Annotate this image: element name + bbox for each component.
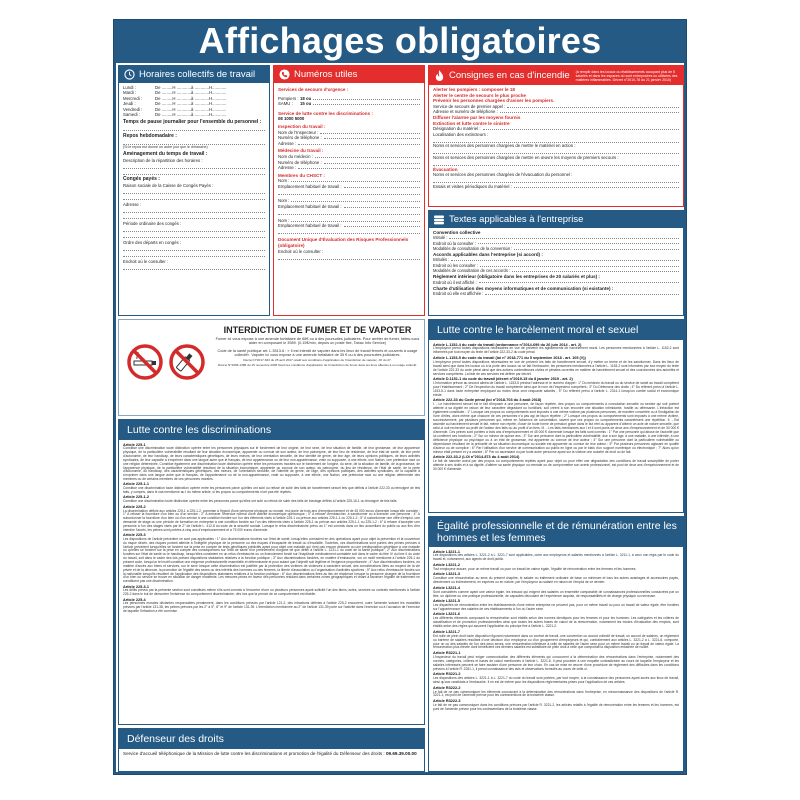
article bbox=[123, 444, 420, 482]
article-text: L'employeur prend toutes dispositions nécessaires en vue de prévenir les faits de harcèlement sexuel, d'y mettre un terme et de les sanctionner. Dans les lieux de travail ainsi que dans les locaux où à la porte des locaux où se fait l'embauche, les personnes mentionnées à l'article L. 1153-2 sont informées par tout moyen du texte de l'article 222-33 du code pénal ainsi que des actions contentieuses civiles et pénales ouvertes en matière de harcèlement sexuel et des coordonnées des autorités et services compétents. La liste de ces services est définie par décret. bbox=[433, 359, 679, 376]
extinction: Extinction et lutte contre le sinistre bbox=[433, 120, 510, 126]
article-heading: Article R3221-1 bbox=[433, 650, 461, 655]
noms-secours-field[interactable] bbox=[433, 161, 679, 167]
accords-label: Accords applicables dans l'entreprise (si accord) : bbox=[433, 252, 543, 258]
chsct-nom-label: Nom : bbox=[278, 198, 290, 203]
article bbox=[433, 456, 679, 472]
discriminations-title: Lutte contre les discriminations bbox=[127, 424, 272, 436]
noms-evac-field[interactable] bbox=[433, 178, 679, 184]
medecine-adresse-label: Adresse : bbox=[278, 165, 297, 171]
medecine-adresse-field[interactable] bbox=[298, 165, 420, 169]
article bbox=[433, 700, 679, 712]
article-heading: Article L3221-3 bbox=[433, 572, 461, 577]
article-text: Les dispositions des articles L. 3221-2 à L. 3221-7 sont applicables, outre aux employeurs et salariés mentionnés à l'article L. 3211-1, à ceux non régis par le code du travail et, notamment, aux agents de droit public. bbox=[433, 553, 679, 562]
prevenir-personnes: Prévenir les personnes chargées d'aviser les pompiers. bbox=[433, 98, 555, 104]
periode-label: Période ordinaire des congés : bbox=[123, 220, 182, 226]
article-text: Sont considérés comme ayant une valeur égale, les travaux qui exigent des salariés un ensemble comparable de connaissances professionnelles consacrées par un titre, un diplôme ou une pratique professionnelle, de capacités découlant de l'expérience acquise, de responsabilités et de charge physique ou nerveuse. bbox=[433, 589, 679, 598]
medecine-tel-field[interactable] bbox=[324, 160, 420, 164]
day-label: Mercredi : bbox=[123, 95, 143, 101]
ordre-field-1[interactable] bbox=[123, 246, 265, 252]
article bbox=[123, 534, 420, 584]
article bbox=[123, 586, 420, 598]
day-hours-field[interactable]: De .........H ............à ............H............ bbox=[155, 106, 227, 112]
fumer-title: INTERDICTION DE FUMER ET DE VAPOTER bbox=[223, 325, 412, 335]
article-heading: Article 222-33-2 (LOI n°2014-873 du 4 août 2014) bbox=[433, 455, 520, 460]
alerter-pompiers: Alerter les pompiers : composer le 18 bbox=[433, 87, 515, 92]
article bbox=[433, 357, 679, 377]
inspecteur-label: Nom de l'Inspecteur : bbox=[278, 129, 319, 135]
article-text: Est nulle de plein droit toute disposition figurant notamment dans un contrat de travail, une convention ou accord collectif de travail, un accord de salaires, un règlement ou barème de salaires résultant d'une décision d'un employeur ou d'un groupement d'employeurs et qui, contrairement aux articles L. 3221-2 à L. 3221-6, comporte, pour un ou des salariés de l'un des deux sexes, une rémunération inférieure à celle de salariés de l'autre sexe pour un même travail ou un travail de valeur égale. La rémunération plus élevée dont bénéficient ces derniers salariés est substituée de plein droit à celle que comportait la disposition entachée de nullité. bbox=[433, 633, 679, 650]
charte-endroit-label: Endroit où elle est affichée : bbox=[433, 291, 484, 297]
article bbox=[433, 687, 679, 699]
textes-section bbox=[428, 210, 684, 316]
inspecteur-field[interactable] bbox=[320, 130, 420, 134]
day-hours-field[interactable]: De .........H ............à ............H............ bbox=[155, 112, 227, 118]
article-heading: Article L3221-2 bbox=[433, 562, 461, 567]
reglement-endroit-field[interactable] bbox=[479, 280, 679, 284]
poster bbox=[113, 19, 687, 775]
fumer-text bbox=[215, 320, 420, 368]
chsct-extra-field[interactable] bbox=[278, 229, 420, 235]
adresse-field-1[interactable] bbox=[123, 207, 265, 213]
harcelement-title: Lutte contre le harcèlement moral et sexuel bbox=[437, 324, 639, 336]
localisation-label: Localisation des extincteurs : bbox=[433, 131, 489, 137]
caisse-label: Raison sociale de la Caisse de Congés Payés : bbox=[123, 182, 214, 188]
inspection-adresse-label: Adresse : bbox=[278, 140, 297, 146]
amenagement-field-1[interactable] bbox=[123, 163, 265, 169]
article-text: Les délits prévus par la présente section sont constitués même s'ils sont commis à l'encontre d'une ou plusieurs personnes ayant sollicité l'un des biens, actes, services ou contrats mentionnés à l'article 225-2 dans le but de démontrer l'existence du comportement discriminatoire, dès lors que la preuve de ce comportement est établie. bbox=[123, 588, 420, 597]
harcelement-articles bbox=[429, 340, 683, 474]
convention-label: Convention collective bbox=[433, 230, 481, 235]
chsct-emplacement-field[interactable] bbox=[344, 204, 420, 208]
medecin-label: Nom du médecin : bbox=[278, 153, 313, 159]
localisation-field[interactable] bbox=[433, 137, 679, 143]
fumer-paragraph-2: Code de la santé publique art. L.3513-6 : « Il est interdit de vapoter dans les lieux de travail fermés et couverts à usage collectif». Vapoter ici vous expose à une amende forfaitaire de 35 € ou à des poursuites judiciaires. bbox=[217, 348, 418, 357]
article-text: Les dispositions des articles L. 3221-1 à L. 3221-7 du code du travail sont portées, par tout moyen, à la connaissance des personnes ayant accès aux lieux de travail, ainsi qu'aux candidats à l'embauche. Il en est de même pour les dispositions réglementaires prises pour l'application de ces articles. bbox=[433, 676, 679, 685]
day-label: Samedi : bbox=[123, 112, 140, 118]
day-label: Lundi : bbox=[123, 85, 136, 90]
reglement-label: Règlement intérieur (obligatoire dans les entreprises de 20 salariés et plus) : bbox=[433, 274, 600, 280]
article-text: L'information prévue au second alinéa de l'article L. 1153-5 précise l'adresse et le numéro d'appel : 1° Du médecin du travail ou du service de santé au travail compétent pour l'établissement ; 2° De l'inspection du travail compétente ainsi que le nom de l'inspecteur compétent ; 3° Du Défenseur des droits ; 4° Du référent prévu à l'article L. 1153-5-1 dans toute entreprise employant au moins deux cent cinquante salariés ; 5° Du référent prévu à l'article L. 2314-1 lorsqu'un comité social et économique existe. bbox=[433, 381, 679, 397]
repos-label: Repos hebdomadaire : bbox=[123, 132, 177, 139]
article-text: Tout employeur assure, pour un même travail ou pour un travail de valeur égale, l'égalité de rémunération entre les femmes et les hommes. bbox=[433, 566, 637, 571]
days-list bbox=[123, 85, 265, 117]
intitule-field[interactable] bbox=[449, 235, 679, 239]
article-text: I. - Le harcèlement sexuel est le fait d'imposer à une personne, de façon répétée, des propos ou comportements à connotation sexuelle ou sexiste qui soit portent atteinte à sa dignité en raison de leur caractère dégradant ou humiliant, soit créent à son encontre une situation intimidante, hostile ou offensante. L'infraction est également constituée : 1° Lorsque ces propos ou comportements sont imposés à une même victime par plusieurs personnes, de manière concertée ou à l'instigation de l'une d'elles, alors même que chacune de ces personnes n'a pas agi de façon répétée ; 2° Lorsque ces propos ou comportements sont imposés à une même victime, successivement, par plusieurs personnes qui, même en l'absence de concertation, savent que ces propos ou comportements caractérisent une répétition. II. - Est assimilé au harcèlement sexuel le fait, même non répété, d'user de toute forme de pression grave dans le but réel ou apparent d'obtenir un acte de nature sexuelle, que celui-ci soit recherché au profit de l'auteur des faits ou au profit d'un tiers. III. - Les faits mentionnés aux I et II sont punis de deux ans d'emprisonnement et de 30 000 € d'amende. Ces peines sont portées à trois ans d'emprisonnement et 45 000 € d'amende lorsque les faits sont commis : 1° Par une personne qui abuse de l'autorité que lui confèrent ses fonctions ; 2° Sur un mineur de quinze ans ; 3° Sur une personne dont la particulière vulnérabilité, due à son âge, à une maladie, à une infirmité, à une déficience physique ou psychique ou à un état de grossesse, est apparente ou connue de leur auteur ; 4° Sur une personne dont la particulière vulnérabilité ou dépendance résultant de la précarité de sa situation économique ou sociale est apparente ou connue de leur auteur ; 5° Par plusieurs personnes agissant en qualité d'auteur ou de complice ; 6° Par l'utilisation d'un service de communication au public en ligne ou par le biais d'un support numérique ou électronique ; 7° Alors qu'un mineur était présent et y a assisté ; 8° Par un ascendant ou par toute autre personne ayant sur la victime une autorité de droit ou de fait. bbox=[433, 402, 679, 454]
modalites-conv-label: Modalités de consultation de la convention : bbox=[433, 245, 513, 251]
egalite-header bbox=[429, 517, 683, 547]
article bbox=[123, 496, 420, 504]
day-label: Mardi : bbox=[123, 90, 137, 96]
inspection-adresse-field[interactable] bbox=[298, 141, 420, 145]
article bbox=[433, 399, 679, 454]
duerp-label: Document Unique d'Évaluation des Risques Professionnels (obligatoire) bbox=[278, 237, 409, 248]
discri-label: Service de lutte contre les discriminations : bbox=[278, 110, 373, 116]
incendie-note: (à remplir dans les locaux ou établissements occupant plus de 5 salariés et dans les espaces où sont entreposées ou utilisées des matières inflammables. Décret n°2010-78 du 21 janvier 2010) bbox=[575, 69, 678, 82]
chsct-label: Membres du CHSCT : bbox=[278, 172, 325, 178]
conv-endroit-field[interactable] bbox=[478, 241, 679, 245]
intitule-label: Intitulé : bbox=[433, 235, 448, 241]
defenseur-title: Défenseur des droits bbox=[127, 733, 224, 745]
pompiers-number: 18 ou bbox=[300, 95, 312, 101]
article-text: L'inspecteur du travail peut exiger communication des différents éléments qui concourent à la détermination des rémunérations dans l'entreprise, notamment des normes, catégories, critères et bases de calcul mentionnés à l'article L. 3221-6. Il peut procéder à une enquête contradictoire au cours de laquelle l'employeur et les salariés intéressés peuvent se faire assister d'une personne de leur choix. En cas de mise en œuvre d'une procédure de règlement des difficultés dans les conditions prévues à l'article R. 2261-1, il prend connaissance des avis et observations formulés au cours de celle-ci. bbox=[433, 654, 679, 671]
periode-field-2[interactable] bbox=[123, 232, 265, 238]
article bbox=[123, 483, 420, 495]
pause-field[interactable] bbox=[123, 126, 265, 132]
day-hours-field[interactable]: De .........H ............à ............H............ bbox=[155, 85, 227, 90]
adresse-label: Adresse : bbox=[123, 201, 142, 207]
article-text: Constitue une rémunération au sens du présent chapitre, le salaire ou traitement ordinaire de base ou minimum et tous les autres avantages et accessoires payés, directement ou indirectement, en espèces ou en nature, par l'employeur au salarié en raison de l'emploi de ce dernier. bbox=[433, 576, 679, 585]
noms-materiel-field[interactable] bbox=[433, 149, 679, 155]
ordre-field-2[interactable] bbox=[123, 252, 265, 258]
medecine-label: Médecine du travail : bbox=[278, 148, 324, 154]
numeros-section bbox=[273, 65, 425, 316]
clock-icon bbox=[123, 69, 135, 81]
article bbox=[123, 599, 420, 614]
article-text: Les disparités de rémunération entre les établissements d'une même entreprise ne peuvent pas, pour un même travail ou pour un travail de valeur égale, être fondées sur l'appartenance des salariés de ces établissements à l'un ou l'autre sexe. bbox=[433, 602, 679, 611]
designation-field[interactable] bbox=[483, 126, 679, 130]
essais-label: Essais et visites périodiques du matériel : bbox=[433, 184, 512, 190]
noms-secours-label: Noms et services des personnes chargées de mettre en œuvre les moyens de premiers secours : bbox=[433, 154, 619, 160]
article-heading: Article 225-1-2 bbox=[123, 495, 149, 500]
endroit-label: Endroit où le consulter : bbox=[123, 259, 169, 265]
article-heading: Article 225-1-1 bbox=[123, 482, 149, 487]
medecin-field[interactable] bbox=[315, 154, 420, 158]
medecine-tel-label: Numéro de téléphone : bbox=[278, 159, 322, 165]
modalites-conv-field[interactable] bbox=[514, 246, 679, 250]
horaires-header bbox=[119, 66, 269, 83]
noms-evac-label: Noms et services des personnes chargées de l'évacuation du personnel : bbox=[433, 172, 573, 178]
chsct-member bbox=[278, 218, 420, 235]
day-hours-field[interactable]: De .........H ............à ............H............ bbox=[155, 95, 227, 101]
article-heading: Article R3221-2 bbox=[433, 672, 461, 677]
article-heading: Article L3221-6 bbox=[433, 612, 461, 617]
numeros-title: Numéros utiles bbox=[294, 69, 358, 80]
article-heading: Article L.1152-4 du code du travail (ordonnance n°2014-699 du 26 juin 2014 - art. 2) bbox=[433, 342, 582, 347]
day-hours-field[interactable]: De .........H ............à ............H............ bbox=[155, 90, 227, 96]
article-text: Constitue une discrimination toute distinction opérée entre les personnes physiques sur le fondement de leur origine, de leur sexe, de leur situation de famille, de leur grossesse, de leur apparence physique, de la particulière vulnérabilité résultant de leur situation économique, apparente ou connue de son auteur, de leur patronyme, de leur lieu de résidence, de leur état de santé, de leur perte d'autonomie, de leur handicap, de leurs caractéristiques génétiques, de leurs mœurs, de leur orientation sexuelle, de leur identité de genre, de leur âge, de leurs opinions politiques, de leurs activités syndicales, de leur capacité à s'exprimer dans une langue autre que le français, de leur appartenance ou de leur non-appartenance, vraie ou supposée, à une ethnie, une Nation, une prétendue race ou une religion déterminée. Constitue également une discrimination toute distinction opérée entre les personnes morales sur le fondement de l'origine, du sexe, de la situation de famille, de la grossesse, de l'apparence physique, de la particulière vulnérabilité résultant de la situation économique, apparente ou connue de son auteur, du patronyme, du lieu de résidence, de l'état de santé, de la perte d'autonomie, du handicap, des caractéristiques génétiques, des mœurs, de l'orientation sexuelle, de l'identité de genre, de l'âge, des opinions politiques, des activités syndicales, de la capacité à s'exprimer dans une langue autre que le français, de l'appartenance ou de la non-appartenance, vraie ou supposée, à une ethnie, une Nation, une prétendue race ou une religion déterminée des membres ou de certains membres de ces personnes morales. bbox=[123, 446, 420, 482]
caisse-field-1[interactable] bbox=[123, 188, 265, 194]
fumer-section bbox=[118, 319, 425, 416]
charte-label: Charte d'utilisation des moyens informatiques et de communication (si existante) : bbox=[433, 285, 614, 291]
essais-field[interactable] bbox=[514, 184, 679, 188]
chsct-nom-field[interactable] bbox=[291, 218, 420, 222]
article bbox=[433, 573, 679, 585]
article bbox=[433, 600, 679, 612]
pompiers-label: Pompiers : bbox=[278, 95, 299, 101]
defenseur-header bbox=[119, 729, 424, 749]
poster-content bbox=[116, 63, 684, 772]
alerter-centre: Alerter le centre de secours le plus proche bbox=[433, 92, 526, 98]
article-heading: Article 225-1 bbox=[123, 442, 146, 447]
defenseur-text: Service d'accueil téléphonique de la Mission de lutte contre les discriminations et promotion de l'égalité du Défenseur des droits : bbox=[123, 751, 385, 756]
article-text: Le fait de ne pas communiquer les éléments concourant à la détermination des rémunérations dans l'entreprise, en méconnaissance des dispositions de l'article R. 3221-1, est puni de l'amende prévue pour les contraventions de la troisième classe. bbox=[433, 689, 679, 698]
incendie-header bbox=[429, 66, 683, 85]
article-text: La discrimination définie aux articles 225-1 à 225-1-2, commise à l'égard d'une personne physique ou morale, est punie de trois ans d'emprisonnement et de 45 000 euros d'amende lorsqu'elle consiste : 1° A refuser la fourniture d'un bien ou d'un service ; 2° A entraver l'exercice normal d'une activité économique quelconque ; 3° A refuser d'embaucher, à sanctionner ou à licencier une personne ; 4° A subordonner la fourniture d'un bien ou d'un service à une condition fondée sur l'un des éléments visés à l'article 225-1 ou prévue aux articles 225-1-1 ou 225-1-2 ; 5° A subordonner une offre d'emploi, une demande de stage ou une période de formation en entreprise à une condition fondée sur l'un des éléments visés à l'article 225-1 ou prévue aux articles 225-1-1 ou 225-1-2 ; 6° A refuser d'accepter une personne à l'un des stages visés par le 2° de l'article L. 412-8 du code de la sécurité sociale. Lorsque le refus discriminatoire prévu au 1° est commis dans un lieu accueillant du public ou aux fins d'en interdire l'accès, les peines sont portées à cinq ans d'emprisonnement et à 75 000 euros d'amende. bbox=[123, 508, 420, 532]
chsct-nom-field[interactable] bbox=[291, 198, 420, 202]
article-heading: Article L3221-1 bbox=[433, 549, 461, 554]
defenseur-phone: 09.69.39.00.00 bbox=[385, 751, 417, 756]
horaires-title: Horaires collectifs de travail bbox=[139, 69, 256, 80]
article-text: L'employeur prend toutes dispositions nécessaires en vue de prévenir les agissements de harcèlement moral. Les personnes mentionnées à l'article L. 1152-2 sont informées par tout moyen du texte de l'article 222-33-2 du code pénal. bbox=[433, 346, 679, 355]
discriminations-header bbox=[119, 420, 424, 440]
article-heading: Article 222-33 du Code pénal (loi n°2018-703 du 3 août 2018) bbox=[433, 398, 542, 403]
conges-label: Congés payés : bbox=[123, 176, 160, 183]
article-text: Constitue une discrimination toute distinction opérée entre les personnes parce qu'elles ont subi ou refusé de subir des faits de harcèlement sexuel tels que définis à l'article 222-33 ou témoigné de tels faits, y compris, dans le cas mentionné au I du même article, si les propos ou comportements n'ont pas été répétés. bbox=[123, 486, 420, 495]
adresse-tel-field[interactable] bbox=[500, 109, 679, 113]
fumer-paragraph-1: Fumer ici vous expose à une amende forfaitaire de 68€ ou à des poursuites judiciaires. Pour arrêter de fumer, faites-vous aider en composant le 3989. (0,15€/min, depuis un poste fixe, Tabac Info Service) bbox=[215, 337, 420, 346]
chsct-nom-label: Nom : bbox=[278, 178, 290, 184]
article bbox=[433, 378, 679, 398]
chsct-member bbox=[278, 198, 420, 215]
flame-icon bbox=[433, 70, 445, 82]
amenagement-field-2[interactable] bbox=[123, 169, 265, 175]
inspection-tel-label: Numéro de téléphone : bbox=[278, 135, 322, 141]
article-heading: Article 225-3 bbox=[123, 533, 146, 538]
day-label: Vendredi : bbox=[123, 106, 143, 112]
numeros-header bbox=[274, 66, 424, 83]
discriminations-section bbox=[118, 419, 425, 725]
modalites-acc-label: Modalités de consultation de ces accords : bbox=[433, 268, 511, 274]
article bbox=[433, 613, 679, 629]
article-heading: Article L3221-4 bbox=[433, 585, 461, 590]
accords-endroit-field[interactable] bbox=[480, 263, 679, 267]
conv-endroit-label: Endroit où la consulter : bbox=[433, 240, 477, 246]
incendie-title: Consignes en cas d'incendie bbox=[449, 70, 570, 81]
article bbox=[433, 551, 679, 563]
repos-note: (Si le repos est donné un autre jour que le dimanche) bbox=[123, 145, 208, 150]
harcelement-header bbox=[429, 320, 683, 340]
day-hours-field[interactable]: De .........H ............à ............H............ bbox=[155, 101, 227, 107]
duerp-endroit-label: Endroit où le consulter : bbox=[278, 248, 324, 254]
endroit-field[interactable] bbox=[123, 265, 265, 271]
fumer-decret-2: Décret N°2006-1386 du 15 novembre 2006 fixant les conditions d'application de l'interdiction de fumer dans les lieux affectés à un usage collectif. bbox=[218, 362, 417, 367]
caisse-field-2[interactable] bbox=[123, 194, 265, 200]
charte-endroit-field[interactable] bbox=[485, 291, 679, 295]
samu-label: SAMU : bbox=[278, 101, 293, 107]
no-vaping-icon bbox=[169, 344, 205, 385]
service-field[interactable] bbox=[507, 104, 679, 108]
evacuation-label: Évacuation bbox=[433, 166, 458, 172]
textes-title: Textes applicables à l'entreprise bbox=[449, 214, 584, 225]
samu-field[interactable] bbox=[313, 101, 420, 105]
horaires-section bbox=[118, 65, 270, 316]
textes-header bbox=[429, 211, 683, 228]
fumer-decret-1: Décret N°2017-633 du 25 avril 2017 relatif aux conditions d'application de l'interdiction de vapoter, JO du 27. bbox=[243, 358, 392, 363]
chsct-nom-label: Nom : bbox=[278, 217, 290, 223]
chsct-emplacement-label: Emplacement habituel de travail : bbox=[278, 223, 342, 229]
article bbox=[433, 652, 679, 672]
article-heading: Article D.1151-1 du code du travail (décret n°2019-15 du 8 janvier 2019 - art. 2) bbox=[433, 377, 573, 382]
duerp-field[interactable] bbox=[278, 254, 420, 260]
adresse-field-2[interactable] bbox=[123, 213, 265, 219]
harcelement-section bbox=[428, 319, 684, 513]
egalite-articles bbox=[429, 547, 683, 714]
day-row bbox=[123, 112, 265, 117]
pause-label: Temps de pause journalier pour l'ensemble du personnel : bbox=[123, 118, 262, 125]
diffuser-alarme: Diffuser l'alarme par les moyens fournis bbox=[433, 114, 521, 120]
incendie-section bbox=[428, 65, 684, 207]
article bbox=[433, 587, 679, 599]
article bbox=[123, 506, 420, 533]
designation-label: Désignation du matériel : bbox=[433, 126, 481, 132]
article-text: Les dispositions de l'article précédent ne sont pas applicables : 1° Aux discriminations fondées sur l'état de santé, lorsqu'elles consistent en des opérations ayant pour objet la prévention et la couverture du risque décès, des risques portant atteinte à l'intégrité physique de la personne ou des risques d'incapacité de travail ou d'invalidité. Toutefois, ces discriminations sont punies des peines prévues à l'article précédent lorsqu'elles se fondent sur la prise en compte de tests génétiques prédictifs ayant pour objet une maladie qui n'est pas encore déclarée ou une prédisposition génétique à une maladie ou qu'elles se fondent sur la prise en compte des conséquences sur l'état de santé d'un prélèvement d'organe tel que défini à l'article L. 1231-1 du code de la santé publique ; 2° Aux discriminations fondées sur l'état de santé ou le handicap, lorsqu'elles consistent en un refus d'embauche ou un licenciement fondé sur l'inaptitude médicalement constatée soit dans le cadre du titre IV du livre II du code du travail, soit dans le cadre des lois portant dispositions statutaires relatives à la fonction publique ; 3° Aux discriminations fondées, en matière d'embauche, sur un motif mentionné à l'article 225-1 du présent code, lorsqu'un tel motif constitue une exigence professionnelle essentielle et déterminante et pour autant que l'objectif soit légitime et l'exigence proportionnée ; 4° Aux discriminations fondées, en matière d'accès aux biens et services, sur le sexe lorsque cette discrimination est justifiée par la protection des victimes de violences à caractère sexuel, des considérations liées au respect de la vie privée et de la décence, la promotion de l'égalité des sexes ou des intérêts des hommes ou des femmes, la liberté d'association ou l'organisation d'activités sportives ; 5° Aux refus d'embauche fondés sur la nationalité lorsqu'ils résultent de l'application des dispositions statutaires relatives à la fonction publique ; 6° Aux discriminations liées au lieu de résidence lorsque la personne chargée de la fourniture d'un bien ou service se trouve en situation de danger manifeste. Les mesures prises en faveur des personnes résidant dans certaines zones géographiques et visant à favoriser l'égalité de traitement ne constituent pas une discrimination. bbox=[123, 536, 420, 584]
reglement-endroit-label: Endroit où il est affiché : bbox=[433, 279, 477, 285]
article-heading: Article L3221-5 bbox=[433, 598, 461, 603]
accords-endroit-label: Endroit où les consulter : bbox=[433, 262, 479, 268]
samu-number: 15 ou bbox=[300, 101, 312, 107]
inspection-label: Inspection du travail : bbox=[278, 123, 326, 129]
poster-title: Affichages obligatoires bbox=[198, 20, 602, 61]
adresse-tel-label: Adresse et numéro de téléphone : bbox=[433, 109, 498, 115]
modalites-acc-field[interactable] bbox=[512, 268, 679, 272]
egalite-section bbox=[428, 516, 684, 772]
chsct-extra-field[interactable] bbox=[278, 209, 420, 215]
day-label: Jeudi : bbox=[123, 101, 136, 107]
intitules-field[interactable] bbox=[451, 257, 679, 261]
article bbox=[433, 564, 679, 572]
chsct-nom-field[interactable] bbox=[291, 178, 420, 182]
article bbox=[433, 631, 679, 651]
article-heading: Article R3222-3 bbox=[433, 698, 461, 703]
prohibition-icons bbox=[127, 344, 205, 385]
article-heading: Article 225-2 bbox=[123, 504, 146, 509]
egalite-title: Égalité professionnelle et de rémunération entre les hommes et les femmes bbox=[437, 520, 677, 544]
article-text: Constitue une discrimination toute distinction opérée entre les personnes parce qu'elles ont subi ou refusé de subir des faits de bizutage définis à l'article 225-16-1 ou témoigné de tels faits. bbox=[123, 499, 398, 504]
repos-field[interactable] bbox=[123, 139, 265, 145]
noms-materiel-label: Noms et services des personnes chargées de mettre le matériel en action : bbox=[433, 143, 576, 149]
amenagement-desc: Description de la répartition des horaires : bbox=[123, 157, 203, 163]
service-label: Service de secours de premier appel : bbox=[433, 103, 506, 109]
article-text: Le fait de harceler autrui par des propos ou comportements répétés ayant pour objet ou pour effet une dégradation des conditions de travail susceptible de porter atteinte à ses droits et à sa dignité, d'altérer sa santé physique ou mentale ou de compromettre son avenir professionnel, est puni de deux ans d'emprisonnement et de 30 000 € d'amende. bbox=[433, 459, 679, 472]
amenagement-label: Aménagement du temps de travail : bbox=[123, 150, 208, 157]
phone-icon bbox=[278, 69, 290, 81]
no-smoking-icon bbox=[127, 344, 163, 385]
chsct-emplacement-label: Emplacement habituel de travail : bbox=[278, 183, 342, 189]
chsct-member bbox=[278, 178, 420, 195]
article-text: Le fait de ne pas communiquer dans les conditions prévues par l'article R. 3221-2, les articles relatifs à l'égalité de rémunération entre les femmes et les hommes, est puni de l'amende prévue pour les contraventions de la troisième classe. bbox=[433, 702, 679, 711]
inspection-tel-field[interactable] bbox=[324, 135, 420, 139]
article-heading: Article R3222-2 bbox=[433, 685, 461, 690]
article bbox=[433, 673, 679, 685]
article-heading: Article 225-3-1 bbox=[123, 584, 149, 589]
defenseur-section bbox=[118, 728, 425, 772]
article-text: Les différents éléments composant la rémunération sont établis selon des normes identiques pour les femmes et pour les hommes. Les catégories et les critères de classification et de promotion professionnelles ainsi que toutes les autres bases de calcul de la rémunération, notamment les modes d'évaluation des emplois, sont établis selon des règles qui assurent l'application du principe fixé à l'article L. 3221-2. bbox=[433, 616, 679, 629]
ordre-label: Ordre des départs en congés : bbox=[123, 239, 182, 245]
chsct-emplacement-field[interactable] bbox=[344, 184, 420, 188]
secours-label: Services de secours d'urgence : bbox=[278, 87, 349, 92]
periode-field-1[interactable] bbox=[123, 226, 265, 232]
article-text: Les personnes morales déclarées responsables pénalement, dans les conditions prévues par l'article 121-2, des infractions définies à l'article 225-2 encourent, outre l'amende suivant les modalités prévues par l'article 131-38, les peines prévues par les 2° à 5°, 8° et 9° de l'article 131-39. L'interdiction mentionnée au 2° de l'article 131-39 porte sur l'activité dans l'exercice ou à l'occasion de l'exercice de laquelle l'infraction a été commise. bbox=[123, 601, 420, 614]
discriminations-articles bbox=[119, 440, 424, 616]
article-heading: Article 225-4 bbox=[123, 597, 146, 602]
article bbox=[433, 344, 679, 356]
pompiers-field[interactable] bbox=[313, 96, 420, 100]
chsct-emplacement-label: Emplacement habituel de travail : bbox=[278, 203, 342, 209]
chsct-extra-field[interactable] bbox=[278, 190, 420, 196]
article-heading: Article L3221-7 bbox=[433, 629, 461, 634]
chsct-list bbox=[278, 178, 420, 234]
chsct-emplacement-field[interactable] bbox=[344, 223, 420, 227]
article-heading: Article L.1153-5 du code du travail (loi n° 2018-771 du 5 septembre 2018 - art. 105 (V)) bbox=[433, 355, 586, 360]
discri-number: 08 1000 5000 bbox=[278, 116, 305, 122]
books-icon bbox=[433, 214, 445, 226]
intitules-label: Intitulés : bbox=[433, 257, 450, 263]
